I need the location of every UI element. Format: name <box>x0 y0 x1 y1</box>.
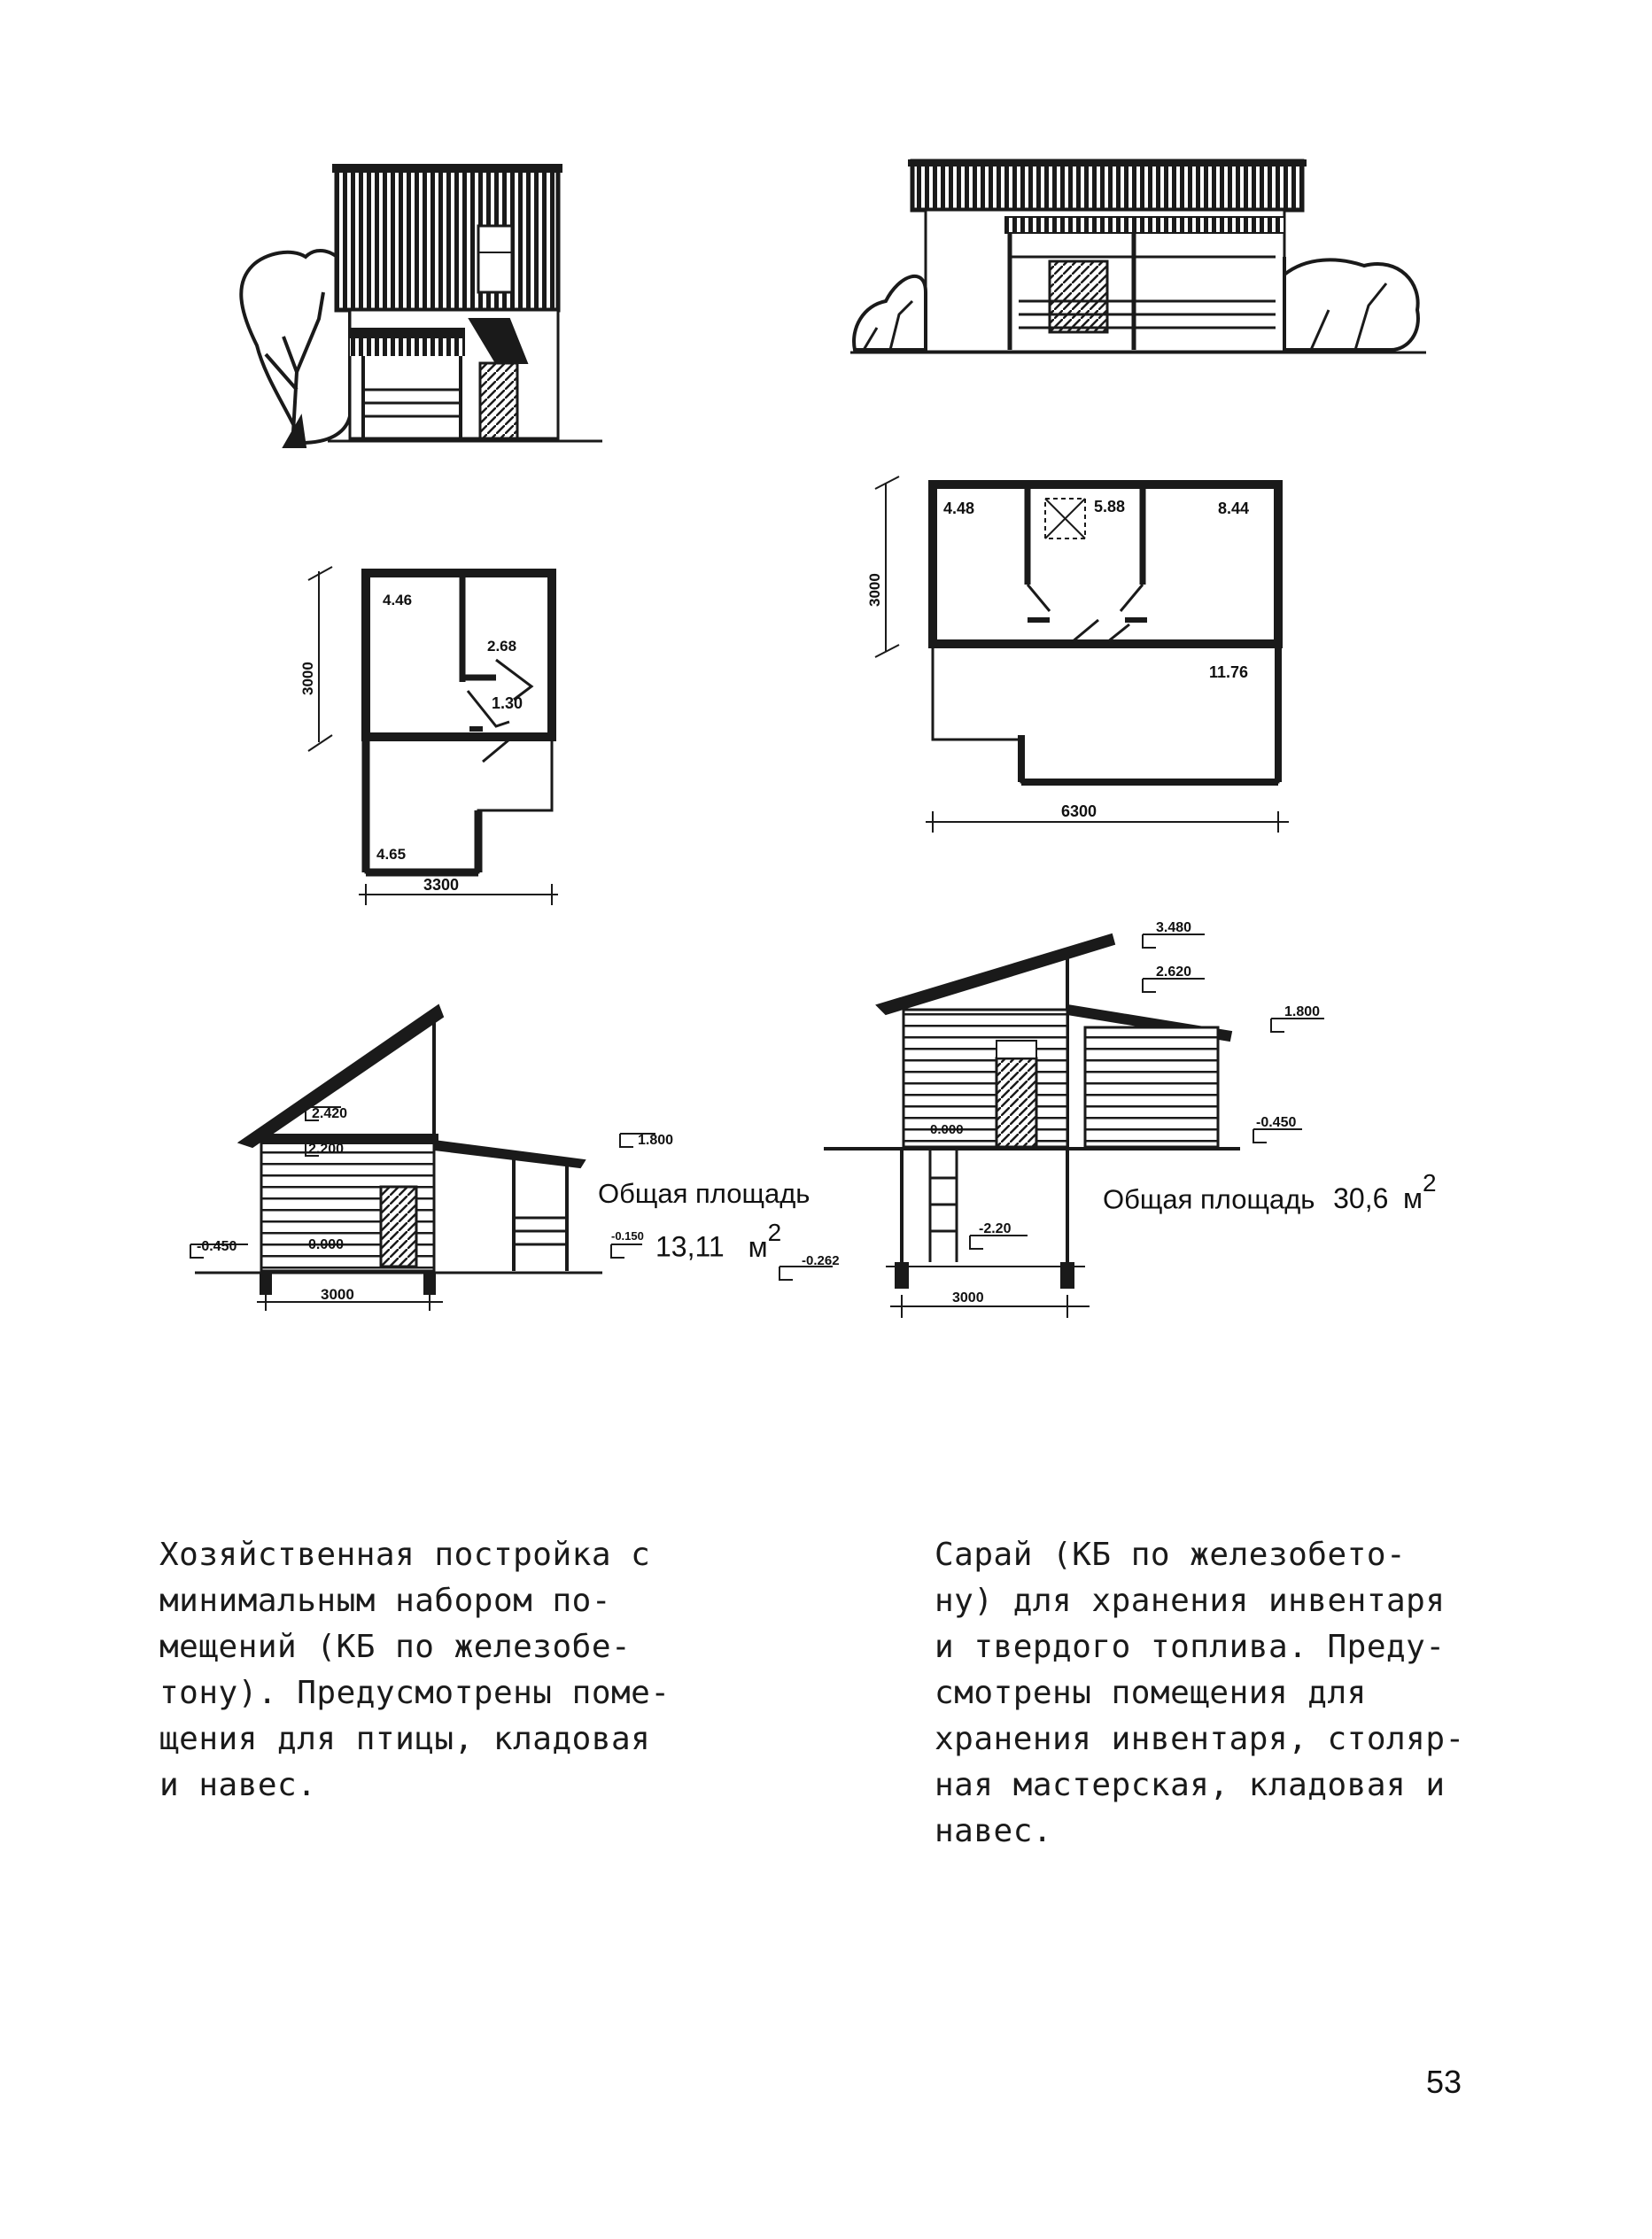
right-caption-line: ная мастерская, кладовая и <box>935 1767 1446 1803</box>
left-section-level-2: 2.200 <box>308 1142 345 1157</box>
left-section-level-6: -0.150 <box>611 1229 644 1243</box>
left-caption-line: минимальным набором по- <box>159 1583 611 1619</box>
left-caption-line: тону). Предусмотрены поме- <box>159 1675 671 1711</box>
right-section-level-1: 3.480 <box>1156 920 1192 935</box>
right-section-level-4: 0.000 <box>930 1122 964 1137</box>
right-area-power: 2 <box>1423 1169 1437 1197</box>
right-area-number: 30,6 <box>1333 1182 1389 1215</box>
left-caption-line: мещений (КБ по железобе- <box>159 1629 632 1665</box>
shrub-right <box>1284 260 1418 350</box>
left-plan-width: 3300 <box>423 876 460 894</box>
right-plan-room-3: 8.44 <box>1218 500 1250 517</box>
left-area-value <box>655 1219 782 1264</box>
upper-log-wall <box>904 1010 1067 1147</box>
right-section-level-5: -0.450 <box>1256 1115 1297 1130</box>
left-section-level-7: -0.262 <box>802 1253 840 1268</box>
right-section-level-6: -2.20 <box>979 1221 1012 1236</box>
left-plan-room-4: 4.65 <box>376 846 407 863</box>
left-section-level-3: 0.000 <box>308 1237 345 1252</box>
entry-door <box>480 363 517 438</box>
page-number: 53 <box>1426 2064 1462 2100</box>
upper-window <box>478 226 512 292</box>
right-section <box>824 934 1324 1318</box>
left-area-unit: м <box>748 1230 768 1263</box>
left-area-label: Общая площадь <box>598 1178 810 1209</box>
right-area-unit: м <box>1403 1182 1423 1215</box>
right-section-level-3: 1.800 <box>1284 1004 1321 1019</box>
upper-volume <box>337 168 558 310</box>
left-area-power: 2 <box>767 1219 782 1246</box>
left-plan-depth: 3000 <box>299 662 316 695</box>
right-section-width: 3000 <box>952 1290 984 1305</box>
left-caption-line: и навес. <box>159 1767 317 1803</box>
left-plan-room-3: 1.30 <box>492 694 524 712</box>
right-plan-width: 6300 <box>1061 802 1097 820</box>
right-caption-line: Сарай (КБ по железобето- <box>935 1537 1407 1573</box>
right-plan-room-1: 4.48 <box>943 500 975 517</box>
right-caption-line: навес. <box>935 1813 1053 1849</box>
left-plan-room-1: 4.46 <box>383 592 413 608</box>
right-plan-depth: 3000 <box>866 573 883 607</box>
right-plan-room-4: 11.76 <box>1209 663 1249 681</box>
right-caption-line: хранения инвентаря, столяр- <box>935 1721 1465 1757</box>
roof-band <box>912 161 1302 210</box>
left-plan-room-2: 2.68 <box>487 638 517 655</box>
left-section-width: 3000 <box>321 1286 354 1303</box>
left-caption-line: щения для птицы, кладовая <box>159 1721 651 1757</box>
right-area-label-text: Общая площадь <box>1103 1183 1315 1215</box>
left-caption-line: Хозяйственная постройка с <box>159 1537 651 1573</box>
right-caption <box>935 1532 1465 1855</box>
right-caption-line: смотрены помещения для <box>935 1675 1367 1711</box>
left-plan <box>308 567 558 905</box>
right-caption-line: и твердого топлива. Преду- <box>935 1629 1446 1665</box>
shrub-left <box>854 276 926 350</box>
right-elevation <box>850 159 1426 353</box>
right-area-label <box>1103 1169 1437 1215</box>
left-area-number: 13,11 <box>655 1230 725 1263</box>
right-section-level-2: 2.620 <box>1156 965 1192 980</box>
left-caption <box>159 1532 671 1809</box>
left-elevation <box>241 164 602 447</box>
right-plan <box>875 476 1289 833</box>
left-section-level-1: 2.420 <box>312 1106 348 1121</box>
left-section-level-4: -0.450 <box>197 1239 237 1254</box>
right-caption-line: ну) для хранения инвентаря <box>935 1583 1446 1619</box>
right-plan-room-2: 5.88 <box>1094 498 1126 515</box>
left-section-level-5: 1.800 <box>638 1133 674 1148</box>
left-section <box>190 1005 833 1311</box>
shed-log-wall <box>1085 1027 1218 1147</box>
